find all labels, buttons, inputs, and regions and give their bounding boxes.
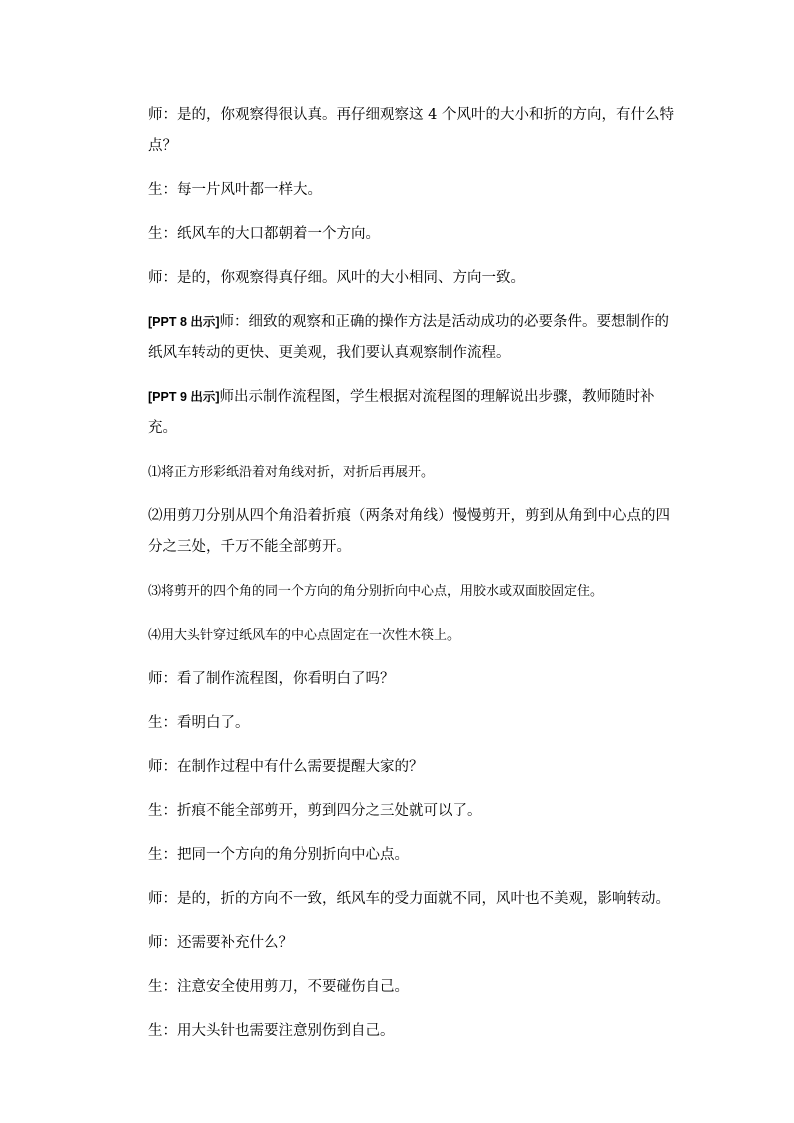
paragraph-text: ⑵用剪刀分别从四个角沿着折痕（两条对角线）慢慢剪开，剪到从角到中心点的四分之三处，千万不能全部剪开。 — [148, 508, 670, 555]
paragraph — [148, 307, 682, 369]
paragraph — [148, 972, 682, 1003]
paragraph — [148, 501, 682, 563]
paragraph — [148, 175, 682, 206]
paragraph-text: 生：用大头针也需要注意别伤到自己。 — [148, 1023, 395, 1039]
paragraph — [148, 1016, 682, 1047]
paragraph — [148, 840, 682, 871]
paragraph — [148, 796, 682, 827]
ppt-slide-tag: [PPT 8 出示] — [148, 315, 220, 329]
paragraph — [148, 928, 682, 959]
paragraph-text: 师出示制作流程图，学生根据对流程图的理解说出步骤，教师随时补充。 — [148, 389, 655, 436]
paragraph-text: 生：纸风车的大口都朝着一个方向。 — [148, 226, 380, 242]
paragraph-text: 师：看了制作流程图，你看明白了吗？ — [148, 671, 395, 687]
paragraph-text: 生：每一片风叶都一样大。 — [148, 182, 322, 198]
paragraph-text: ⑷用大头针穿过纸风车的中心点固定在一次性木筷上。 — [148, 628, 461, 643]
paragraph — [148, 576, 682, 607]
paragraph-text: 生：看明白了。 — [148, 715, 250, 731]
paragraph — [148, 664, 682, 695]
paragraph-text: ⑴将正方形彩纸沿着对角线对折，对折后再展开。 — [148, 465, 435, 480]
paragraph-text: 师：细致的观察和正确的操作方法是活动成功的必要条件。要想制作的纸风车转动的更快、更美观，我们要认真观察制作流程。 — [148, 314, 670, 361]
paragraph — [148, 219, 682, 250]
paragraph — [148, 100, 682, 162]
paragraph-text: 生：把同一个方向的角分别折向中心点。 — [148, 847, 409, 863]
paragraph — [148, 884, 682, 915]
paragraph-text: ⑶将剪开的四个角的同一个方向的角分别折向中心点，用胶水或双面胶固定住。 — [148, 584, 604, 599]
paragraph-text: 师：还需要补充什么？ — [148, 935, 293, 951]
paragraph-text: 师：是的，你观察得很认真。再仔细观察这 4 个风叶的大小和折的方向，有什么特点？ — [148, 107, 674, 154]
paragraph-text: 师：是的，折的方向不一致，纸风车的受力面就不同，风叶也不美观，影响转动。 — [148, 891, 670, 907]
paragraph — [148, 620, 682, 651]
paragraph-text: 生：折痕不能全部剪开，剪到四分之三处就可以了。 — [148, 803, 482, 819]
paragraph — [148, 382, 682, 444]
paragraph — [148, 708, 682, 739]
paragraph-text: 师：是的，你观察得真仔细。风叶的大小相同、方向一致。 — [148, 270, 525, 286]
document-body — [148, 100, 682, 1060]
paragraph-text: 师：在制作过程中有什么需要提醒大家的？ — [148, 759, 424, 775]
ppt-slide-tag: [PPT 9 出示] — [148, 390, 220, 404]
paragraph — [148, 752, 682, 783]
paragraph — [148, 457, 682, 488]
paragraph-text: 生：注意安全使用剪刀，不要碰伤自己。 — [148, 979, 409, 995]
paragraph — [148, 263, 682, 294]
